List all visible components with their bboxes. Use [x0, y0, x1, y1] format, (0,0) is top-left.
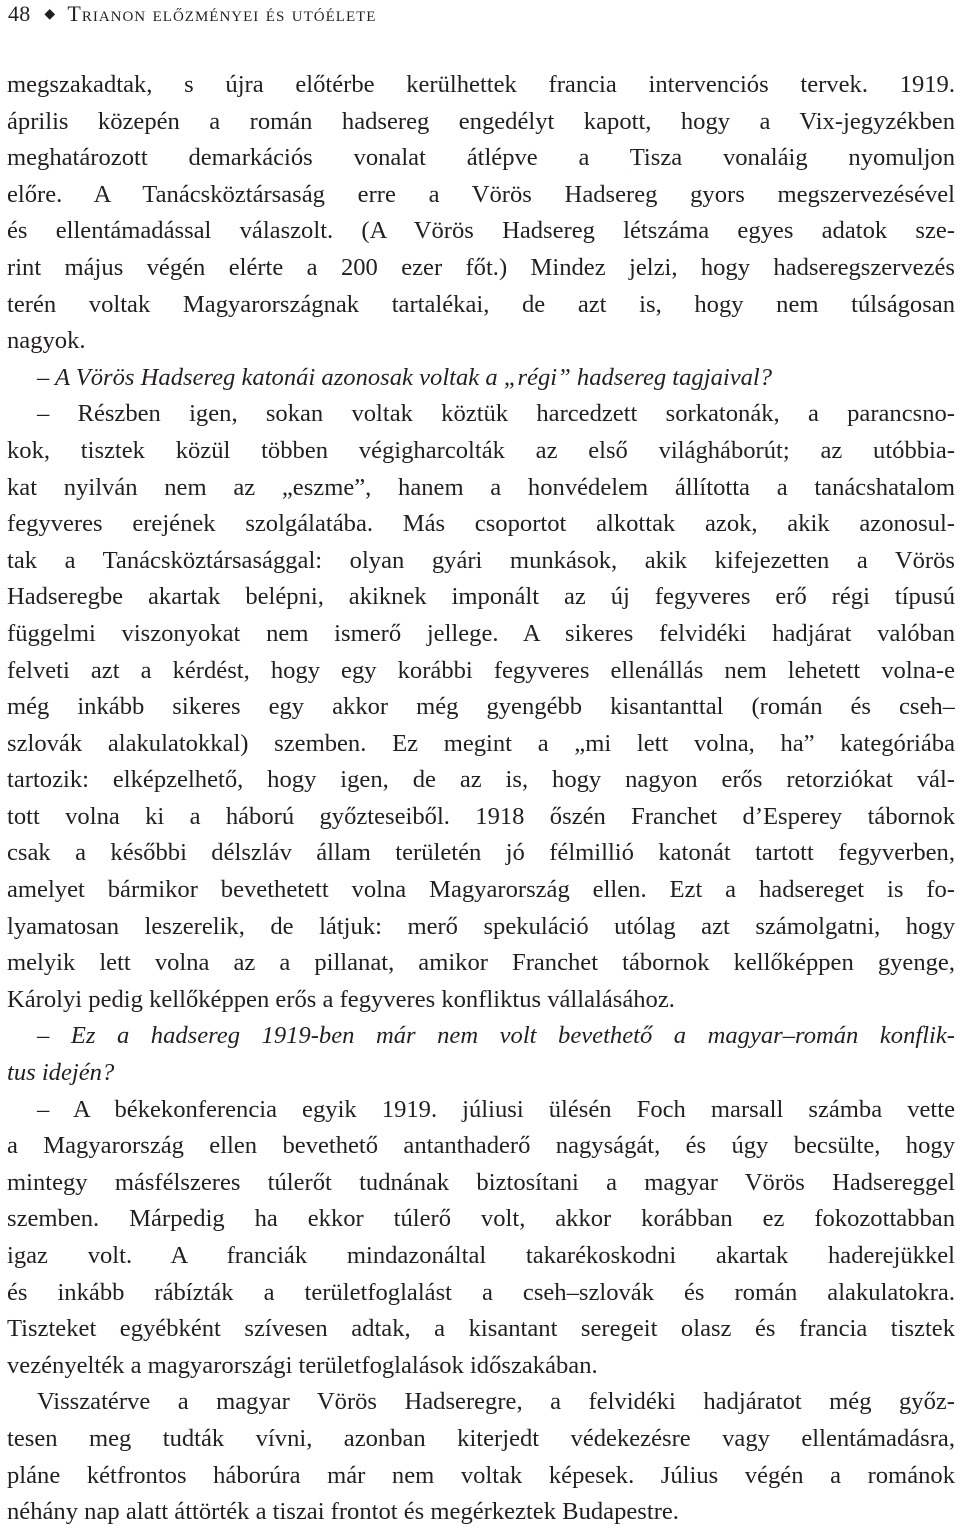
text-line: a Magyarország ellen bevethető antanthaderő nagyságát, és úgy becsülte, hogy — [7, 1132, 955, 1160]
text-line: tus idején? — [7, 1059, 115, 1087]
running-title: Trianon előzményei és utóélete — [67, 1, 377, 26]
text-line: lyamatosan leszerelik, de látjuk: merő spekuláció utólag azt számolgatni, hogy — [7, 912, 955, 940]
text-line: Károlyi pedig kellőképpen erős a fegyveres konfliktus vállalásához. — [7, 985, 675, 1013]
text-line: mintegy másfélszeres túlerőt tudnának biztosítani a magyar Vörös Hadsereggel — [7, 1168, 955, 1196]
text-line: – Részben igen, sokan voltak köztük harcedzett sorkatonák, a parancsno- — [37, 400, 955, 428]
text-line: rint május végén elérte a 200 ezer főt.) Mindez jelzi, hogy hadseregszervezés — [7, 253, 955, 281]
body-text — [7, 67, 955, 1531]
text-line: Tiszteket egyébként szívesen adtak, a kisantant seregeit olasz és francia tisztek — [7, 1315, 955, 1343]
text-line: tartozik: elképzelhető, hogy igen, de az is, hogy nagyon erős retorziókat vál- — [7, 766, 955, 794]
text-line: tak a Tanácsköztársasággal: olyan gyári munkások, akik kifejezetten a Vörös — [7, 546, 955, 574]
text-line: megszakadtak, s újra előtérbe kerülhettek francia intervenciós tervek. 1919. — [7, 71, 955, 98]
page-number: 48 — [8, 1, 31, 26]
diamond-icon: ◆ — [44, 7, 56, 22]
text-line: szemben. Márpedig ha ekkor túlerő volt, akkor korábban ez fokozottabban — [7, 1205, 955, 1233]
text-line: szlovák alakulatokkal) szemben. Ez megint a „mi lett volna, ha” kategóriába — [7, 729, 955, 757]
text-line: Visszatérve a magyar Vörös Hadseregre, a felvidéki hadjáratot még győz- — [37, 1388, 955, 1416]
text-line: igaz volt. A franciák mindazonáltal takarékoskodni akartak haderejükkel — [7, 1242, 955, 1269]
text-line: amelyet bármikor bevethetett volna Magyarország ellen. Ezt a hadsereget is fo- — [7, 876, 955, 904]
text-line: terén voltak Magyarországnak tartalékai, de azt is, hogy nem túlságosan — [7, 290, 955, 318]
text-line: felveti azt a kérdést, hogy egy korábbi fegyveres ellenállás nem lehetett volna-e — [7, 656, 955, 684]
text-line: nagyok. — [7, 327, 86, 355]
text-line: kat nyilván nem az „eszme”, hanem a honvédelem állította a tanácshatalom — [7, 473, 955, 501]
text-line: – A békekonferencia egyik 1919. júliusi ülésén Foch marsall számba vette — [37, 1095, 955, 1123]
text-line: előre. A Tanácsköztársaság erre a Vörös Hadsereg gyors megszervezésével — [7, 180, 955, 208]
text-line: – A Vörös Hadsereg katonái azonosak voltak a „régi” hadsereg tagjaival? — [37, 363, 773, 391]
text-line: tott volna ki a háború győzteseiből. 1918 őszén Franchet d’Esperey tábornok — [7, 802, 955, 830]
text-line: pláne kétfrontos háborúra már nem voltak képesek. Július végén a románok — [7, 1461, 955, 1489]
running-header — [8, 0, 376, 28]
text-line: függelmi viszonyokat nem ismerő jellege. A sikeres felvidéki hadjárat valóban — [7, 619, 955, 647]
text-line: tesen meg tudták vívni, azonban kiterjedt védekezésre vagy ellentámadásra, — [7, 1424, 955, 1452]
text-line: még inkább sikeres egy akkor még gyengébb kisantanttal (román és cseh– — [7, 693, 955, 721]
text-line: Hadseregbe akartak belépni, akiknek imponált az új fegyveres erő régi típusú — [7, 583, 955, 611]
text-line: vezényelték a magyarországi területfoglalások időszakában. — [7, 1351, 598, 1379]
text-line: kok, tisztek közül többen végigharcolták az első világháborút; az utóbbia- — [7, 436, 955, 464]
text-line: csak a későbbi délszláv állam területén jó félmillió katonát tartott fegyverben, — [7, 839, 955, 867]
text-line: és inkább rábízták a területfoglalást a cseh–szlovák és román alakulatokra. — [7, 1278, 955, 1306]
text-line: néhány nap alatt áttörték a tiszai frontot és megérkeztek Budapestre. — [7, 1498, 679, 1526]
text-line: és ellentámadással válaszolt. (A Vörös Hadsereg létszáma egyes adatok sze- — [7, 217, 955, 245]
text-line: – Ez a hadsereg 1919-ben már nem volt bevethető a magyar–román konflik- — [37, 1022, 955, 1050]
text-line: melyik lett volna az a pillanat, amikor Franchet tábornok kellőképpen gyenge, — [7, 949, 955, 977]
text-line: fegyveres erejének szolgálatába. Más csoportot alkottak azok, akik azonosul- — [7, 510, 955, 538]
text-line: meghatározott demarkációs vonalat átlépve a Tisza vonaláig nyomuljon — [7, 144, 955, 172]
text-line: április közepén a román hadsereg engedélyt kapott, hogy a Vix-jegyzékben — [7, 107, 955, 135]
